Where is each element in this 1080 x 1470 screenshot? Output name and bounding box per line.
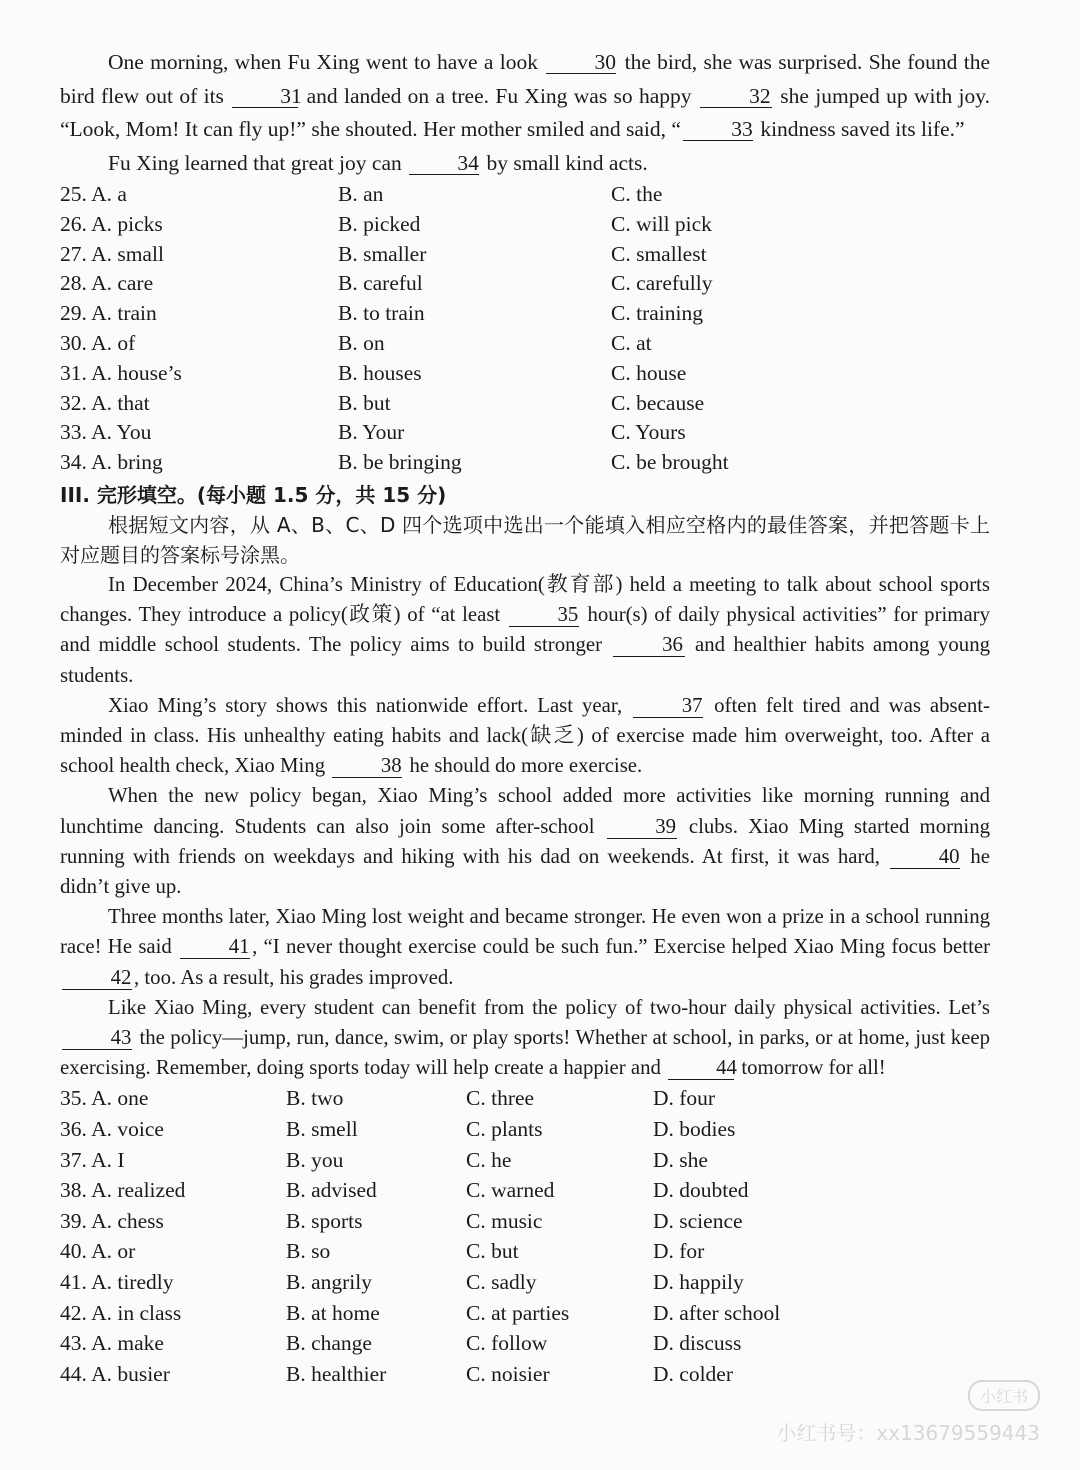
option-b: B. change — [286, 1331, 372, 1356]
option-d: D. happily — [653, 1269, 744, 1294]
option-a: 32. A. that — [60, 390, 150, 415]
option-c: C. warned — [466, 1178, 555, 1203]
text: tomorrow for all! — [736, 1056, 886, 1080]
option-b: B. but — [338, 390, 391, 415]
option-a: 26. A. picks — [60, 211, 163, 236]
text: and healthier habits among young students. — [60, 633, 990, 687]
option-d: D. colder — [653, 1361, 733, 1386]
blank-31: 31 — [232, 85, 298, 108]
text: the bird, she was surprised. She found the bird flew out of its — [60, 50, 990, 108]
passage-2-paragraph-1 — [60, 570, 990, 691]
option-c: C. three — [466, 1086, 535, 1111]
passage-2 — [60, 570, 990, 1083]
option-d: D. discuss — [653, 1331, 742, 1356]
text: clubs. Xiao Ming started morning running with friends on weekdays and hiking with his dad on weekends. At first, it was hard, — [60, 814, 990, 868]
option-d: D. science — [653, 1208, 743, 1233]
option-d: D. after school — [653, 1300, 781, 1325]
option-d: D. for — [653, 1239, 705, 1264]
option-b: B. two — [286, 1086, 344, 1111]
blank-38: 38 — [332, 755, 402, 778]
text: he should do more exercise. — [404, 754, 643, 778]
text: Three months later, Xiao Ming lost weight and became stronger. He even won a prize in a school running race! He said — [60, 905, 990, 959]
blank-36: 36 — [613, 634, 685, 657]
passage-2-paragraph-4 — [60, 902, 990, 993]
blank-30: 30 — [546, 51, 616, 74]
option-c: C. he — [466, 1147, 512, 1172]
option-c: C. the — [611, 182, 663, 206]
option-a: 25. A. a — [60, 182, 127, 206]
option-b: B. smaller — [338, 241, 427, 266]
option-a: 43. A. make — [60, 1331, 164, 1356]
option-d: D. she — [653, 1147, 708, 1172]
option-row-37 — [60, 1145, 990, 1176]
blank-43: 43 — [62, 1027, 132, 1050]
text: and landed on a tree. Fu Xing was so happy — [300, 83, 698, 108]
option-row-31 — [60, 359, 990, 389]
option-b: B. be bringing — [338, 450, 462, 475]
blank-33: 33 — [683, 118, 753, 141]
option-row-43 — [60, 1328, 990, 1359]
option-a: 27. A. small — [60, 241, 164, 266]
option-b: B. to train — [338, 301, 425, 326]
option-d: D. four — [653, 1086, 716, 1111]
option-a: 37. A. I — [60, 1147, 125, 1172]
options-list-2 — [60, 1083, 990, 1389]
watermark-logo: 小红书 — [968, 1380, 1040, 1411]
option-row-42 — [60, 1298, 990, 1329]
option-c: C. plants — [466, 1117, 543, 1142]
option-row-26 — [60, 210, 990, 240]
blank-39: 39 — [607, 816, 677, 839]
text: kindness saved its life.” — [754, 117, 965, 141]
passage-2-paragraph-2 — [60, 691, 990, 782]
option-c: C. be brought — [611, 450, 729, 475]
option-b: B. you — [286, 1147, 344, 1172]
option-b: B. smell — [286, 1117, 358, 1142]
passage-2-paragraph-5 — [60, 993, 990, 1084]
option-b: B. advised — [286, 1178, 377, 1203]
section-title: III. 完形填空。(每小题 1.5 分，共 15 分) — [60, 482, 447, 507]
option-row-29 — [60, 299, 990, 329]
option-a: 39. A. chess — [60, 1208, 164, 1233]
text: she jumped up with joy. “Look, Mom! It can fly up!” she shouted. Her mother smiled and said, “ — [60, 83, 990, 141]
text: In December 2024, China’s Ministry of Education(教育部) held a meeting to talk about school sports changes. They introduce a policy(政策) of “at least — [60, 572, 990, 627]
option-b: B. so — [286, 1239, 331, 1264]
exam-page — [60, 46, 990, 1389]
passage-1-paragraph-2 — [60, 147, 990, 181]
option-a: 29. A. train — [60, 301, 157, 326]
options-list-1 — [60, 180, 990, 478]
option-row-39 — [60, 1206, 990, 1237]
blank-42: 42 — [62, 967, 132, 990]
option-a: 44. A. busier — [60, 1361, 170, 1386]
option-c: C. at parties — [466, 1300, 570, 1325]
option-d: D. bodies — [653, 1117, 736, 1142]
option-c: C. training — [611, 301, 703, 326]
option-row-32 — [60, 389, 990, 419]
option-row-36 — [60, 1114, 990, 1145]
option-c: C. Yours — [611, 420, 686, 445]
section-instruction: 根据短文内容，从 A、B、C、D 四个选项中选出一个能填入相应空格内的最佳答案，并把答题卡上对应题目的答案标号涂黑。 — [60, 512, 990, 567]
blank-32: 32 — [700, 85, 772, 108]
option-a: 41. A. tiredly — [60, 1269, 174, 1294]
text: Fu Xing learned that great joy can — [108, 150, 408, 175]
option-b: B. at home — [286, 1300, 380, 1325]
option-b: B. on — [338, 330, 385, 355]
option-c: C. music — [466, 1208, 543, 1233]
text: hour(s) of daily physical activities” for primary and middle school students. The policy aims to build stronger — [60, 603, 991, 657]
blank-44: 44 — [668, 1057, 734, 1080]
text: the policy—jump, run, dance, swim, or play sports! Whether at school, in parks, or at home, just keep exercising. Remember, doing sports today will help create a happier and — [60, 1026, 990, 1080]
option-b: B. Your — [338, 420, 405, 445]
option-c: C. will pick — [611, 211, 712, 236]
option-b: B. houses — [338, 360, 422, 385]
text: by small kind acts. — [481, 150, 648, 175]
option-a: 42. A. in class — [60, 1300, 182, 1325]
option-a: 28. A. care — [60, 271, 154, 296]
option-b: B. careful — [338, 271, 423, 296]
option-c: C. smallest — [611, 241, 707, 266]
text: , too. As a result, his grades improved. — [134, 965, 454, 989]
option-d: D. doubted — [653, 1178, 749, 1203]
option-c: C. noisier — [466, 1361, 550, 1386]
option-row-33 — [60, 418, 990, 448]
option-row-41 — [60, 1267, 990, 1298]
option-c: C. at — [611, 330, 652, 355]
option-b: B. picked — [338, 211, 421, 236]
option-b: B. angrily — [286, 1269, 372, 1294]
blank-40: 40 — [890, 846, 960, 869]
option-c: C. carefully — [611, 271, 713, 296]
blank-41: 41 — [180, 936, 250, 959]
watermark — [776, 1380, 1040, 1446]
passage-1 — [60, 46, 990, 180]
option-c: C. sadly — [466, 1269, 537, 1294]
blank-34: 34 — [409, 152, 479, 175]
option-a: 40. A. or — [60, 1239, 136, 1264]
option-c: C. because — [611, 390, 705, 415]
option-row-25 — [60, 180, 990, 210]
text: One morning, when Fu Xing went to have a look — [108, 50, 545, 74]
text: Like Xiao Ming, every student can benefit from the policy of two-hour daily physical activities. Let’s — [108, 995, 990, 1019]
option-c: C. but — [466, 1239, 519, 1264]
text: he didn’t give up. — [60, 844, 990, 898]
option-a: 34. A. bring — [60, 450, 163, 475]
text: , “I never thought exercise could be such fun.” Exercise helped Xiao Ming focus better — [252, 935, 991, 959]
option-c: C. follow — [466, 1331, 548, 1356]
option-b: B. an — [338, 182, 384, 206]
option-row-40 — [60, 1236, 990, 1267]
option-a: 35. A. one — [60, 1086, 149, 1111]
option-a: 31. A. house’s — [60, 360, 182, 385]
option-b: B. healthier — [286, 1361, 387, 1386]
option-a: 38. A. realized — [60, 1178, 186, 1203]
option-a: 33. A. You — [60, 420, 152, 445]
blank-37: 37 — [633, 695, 703, 718]
watermark-id: 小红书号：xx13679559443 — [776, 1421, 1040, 1445]
option-row-28 — [60, 269, 990, 299]
option-a: 36. A. voice — [60, 1117, 164, 1142]
option-row-34 — [60, 448, 990, 478]
option-c: C. house — [611, 360, 687, 385]
passage-1-paragraph-1 — [60, 46, 990, 147]
option-row-35 — [60, 1083, 990, 1114]
option-row-27 — [60, 240, 990, 270]
option-row-38 — [60, 1175, 990, 1206]
option-a: 30. A. of — [60, 330, 136, 355]
option-row-30 — [60, 329, 990, 359]
option-b: B. sports — [286, 1208, 363, 1233]
text: often felt tired and was absent-minded in class. His unhealthy eating habits and lack(缺乏) of exercise made him overweight, too. After a school health check, Xiao Ming — [60, 693, 990, 778]
blank-35: 35 — [509, 604, 579, 627]
passage-2-paragraph-3 — [60, 781, 990, 902]
text: When the new policy began, Xiao Ming’s school added more activities like morning running and lunchtime dancing. Students can also join some after-school — [60, 784, 990, 838]
text: Xiao Ming’s story shows this nationwide effort. Last year, — [108, 693, 632, 717]
